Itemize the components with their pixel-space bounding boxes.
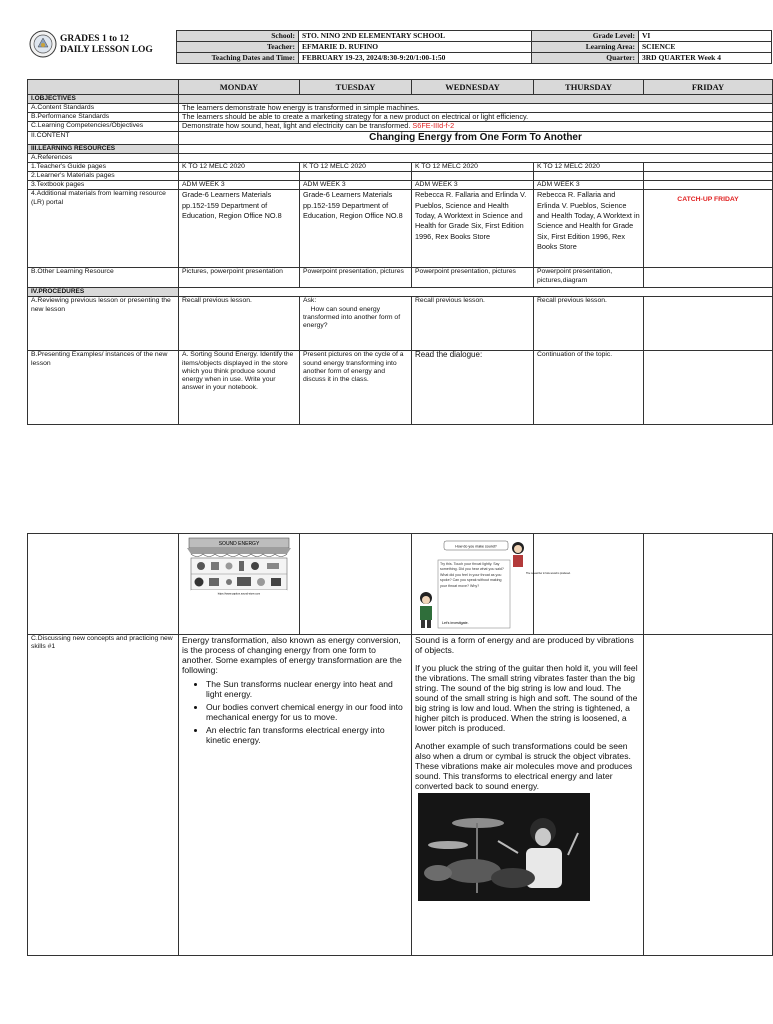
- lm-monday: [179, 172, 300, 181]
- reviewing-thursday: Recall previous lesson.: [534, 297, 644, 351]
- competencies-label: C.Learning Competencies/Objectives: [28, 122, 179, 131]
- svg-text:The researcher in how sound is: The researcher in how sound is produced.: [526, 572, 571, 575]
- wed-paragraph-1: Sound is a form of energy and are produced by vibrations of objects.: [415, 635, 634, 655]
- day-thursday: THURSDAY: [534, 80, 644, 95]
- school-label: School:: [177, 31, 299, 42]
- wed-paragraph-3: Another example of such transformations could be seen also when a drum or cymbal is struck the object vibrates. These vibrations make air molecules move and produces sound. This transforms to electrical energy and later converted back to sound energy.: [415, 741, 633, 791]
- performance-standards-label: B.Performance Standards: [28, 113, 179, 122]
- p2-label-empty: [28, 534, 179, 635]
- presenting-friday: [644, 351, 773, 425]
- presenting-thursday: Continuation of the topic.: [534, 351, 644, 425]
- svg-text:SOUND ENERGY: SOUND ENERGY: [218, 541, 260, 547]
- additional-tuesday: Grade-6 Learners Materials pp.152-159 Department of Education, Region Office NO.8: [300, 190, 412, 268]
- tg-friday: [644, 162, 773, 171]
- p2-tuesday-empty: [300, 534, 412, 635]
- svg-text:Let's investigate.: Let's investigate.: [442, 621, 469, 625]
- area-value: SCIENCE: [639, 42, 772, 53]
- competencies-code: S6FE-IIId-f-2: [412, 121, 455, 131]
- resources-heading: III.LEARNING RESOURCES: [28, 144, 179, 153]
- additional-label: 4.Additional materials from learning resource (LR) portal: [28, 190, 179, 268]
- quarter-label: Quarter:: [532, 53, 639, 64]
- tb-friday: [644, 181, 773, 190]
- reviewing-friday: [644, 297, 773, 351]
- content-standards-text: The learners demonstrate how energy is transformed in simple machines.: [179, 104, 773, 113]
- lm-pages-label: 2.Learner's Materials pages: [28, 172, 179, 181]
- drummer-photo: [418, 793, 590, 901]
- content-label: II.CONTENT: [28, 131, 179, 144]
- lm-wednesday: [412, 172, 534, 181]
- other-resource-label: B.Other Learning Resource: [28, 268, 179, 288]
- tb-wednesday: ADM WEEK 3: [412, 181, 534, 190]
- objectives-heading: I.OBJECTIVES: [28, 95, 179, 104]
- lm-thursday: [534, 172, 644, 181]
- school-value: STO. NINO 2ND ELEMENTARY SCHOOL: [299, 31, 532, 42]
- lm-tuesday: [300, 172, 412, 181]
- p2-friday-empty-2: [644, 635, 773, 956]
- tb-thursday: ADM WEEK 3: [534, 181, 644, 190]
- day-monday: MONDAY: [179, 80, 300, 95]
- document-title: GRADES 1 to 12 DAILY LESSON LOG: [60, 34, 153, 55]
- tg-pages-label: 1.Teacher's Guide pages: [28, 162, 179, 171]
- day-tuesday: TUESDAY: [300, 80, 412, 95]
- references-label: A.References: [28, 153, 179, 162]
- tg-monday: K TO 12 MELC 2020: [179, 162, 300, 171]
- other-friday: [644, 268, 773, 288]
- header-info-table: [176, 30, 772, 64]
- dialogue-illustration: How do you make sound? The researcher in how sound is produced. Try this. Touch your throat lightly. Say something. Did you hear what you said? What did you feel in your throat as you spoke? Can you speak without making your throat move? Why? Let's investigate.: [414, 536, 534, 634]
- discussing-label: C.Discussing new concepts and practicing new skills #1: [28, 635, 179, 956]
- tb-monday: ADM WEEK 3: [179, 181, 300, 190]
- deped-seal: [29, 30, 57, 58]
- sound-store-illustration: [187, 536, 297, 598]
- procedures-heading: IV.PROCEDURES: [28, 288, 179, 297]
- tg-wednesday: K TO 12 MELC 2020: [412, 162, 534, 171]
- dates-label: Teaching Dates and Time:: [177, 53, 299, 64]
- p2-friday-empty: [644, 534, 773, 635]
- reviewing-tuesday: Ask: How can sound energy transformed into another form of energy?: [300, 297, 412, 351]
- lesson-log-table: [27, 79, 773, 425]
- presenting-tuesday: Present pictures on the cycle of a sound energy transforming into another form of energy and discuss it in the class.: [300, 351, 412, 425]
- lesson-log-page2: [27, 533, 773, 956]
- discussing-monday: [179, 635, 412, 956]
- bullet-item: • Our bodies convert chemical energy in our food into mechanical energy for us to move.: [206, 702, 408, 722]
- bullet-item: • An electric fan transforms electrical energy into kinetic energy.: [206, 725, 408, 745]
- additional-monday: Grade-6 Learners Materials pp.152-159 Department of Education, Region Office NO.8: [179, 190, 300, 268]
- procedures-fill: [179, 288, 773, 297]
- presenting-label: B.Presenting Examples/ instances of the new lesson: [28, 351, 179, 425]
- tg-thursday: K TO 12 MELC 2020: [534, 162, 644, 171]
- dates-value: FEBRUARY 19-23, 2024/8:30-9:20/1:00-1:50: [299, 53, 532, 64]
- additional-thursday: Rebecca R. Fallaria and Erlinda V. Pueblos, Science and Health Today, A Worktext in Science and Health for Grade Six, First Edition 1996, Rex Books Store: [534, 190, 644, 268]
- other-monday: Pictures, powerpoint presentation: [179, 268, 300, 288]
- reviewing-label: A.Reviewing previous lesson or presenting the new lesson: [28, 297, 179, 351]
- reviewing-monday: Recall previous lesson.: [179, 297, 300, 351]
- day-wednesday: WEDNESDAY: [412, 80, 534, 95]
- tb-pages-label: 3.Textbook pages: [28, 181, 179, 190]
- quarter-value: 3RD QUARTER Week 4: [639, 53, 772, 64]
- monday-intro: Energy transformation, also known as energy conversion, is the process of changing energy from one form to another. Some examples of energy transformation are the following:: [182, 635, 402, 675]
- reviewing-wednesday: Recall previous lesson.: [412, 297, 534, 351]
- bullet-item: • The Sun transforms nuclear energy into heat and light energy.: [206, 679, 408, 699]
- corner-cell: [28, 80, 179, 95]
- wed-paragraph-2: If you pluck the string of the guitar then hold it, you will feel the vibrations. The small string vibrates faster than the big string. The sound of the big string is low and loud. The sound of the small string is high and soft. The sound of the big string is low and loud. When the string is tightened, a higher pitch is produced. When the string is loosened, a lower pitch is produced.: [415, 663, 638, 733]
- area-label: Learning Area:: [532, 42, 639, 53]
- day-friday: FRIDAY: [644, 80, 773, 95]
- presenting-monday: A. Sorting Sound Energy. Identify the items/objects displayed in the store which you think produce sound energy when in use. Write your answer in your notebook.: [179, 351, 300, 425]
- sound-store-cell: [179, 534, 300, 635]
- grade-label: Grade Level:: [532, 31, 639, 42]
- svg-text:How do you make sound?: How do you make sound?: [455, 544, 497, 549]
- references-fill: [179, 153, 773, 162]
- teacher-value: EFMARIE D. RUFINO: [299, 42, 532, 53]
- dialogue-cell: [412, 534, 571, 635]
- additional-wednesday: Rebecca R. Fallaria and Erlinda V. Pueblos, Science and Health Today, A Worktext in Science and Health for Grade Six, First Edition 1996, Rex Books Store: [412, 190, 534, 268]
- other-thursday: Powerpoint presentation, pictures,diagram: [534, 268, 644, 288]
- tb-tuesday: ADM WEEK 3: [300, 181, 412, 190]
- presenting-wednesday: Read the dialogue:: [412, 351, 534, 425]
- competencies-cell: [179, 122, 773, 131]
- p2-thursday-empty: [534, 534, 644, 635]
- discussing-wednesday: [412, 635, 644, 956]
- svg-text:https://www.caption.sound-stor: https://www.caption.sound-store.com: [217, 592, 261, 596]
- grade-value: VI: [639, 31, 772, 42]
- monday-bullets: [182, 679, 408, 745]
- competencies-text: Demonstrate how sound, heat, light and electricity can be transformed.: [182, 121, 411, 131]
- resources-fill: [179, 144, 773, 153]
- performance-standards-text: The learners should be able to create a marketing strategy for a new product on electrical or light efficiency.: [179, 113, 773, 122]
- content-standards-label: A.Content Standards: [28, 104, 179, 113]
- other-tuesday: Powerpoint presentation, pictures: [300, 268, 412, 288]
- lm-friday: [644, 172, 773, 181]
- tg-tuesday: K TO 12 MELC 2020: [300, 162, 412, 171]
- other-wednesday: Powerpoint presentation, pictures: [412, 268, 534, 288]
- catch-up-friday: CATCH-UP FRIDAY: [644, 190, 773, 268]
- content-title: Changing Energy from One Form To Another: [179, 131, 773, 144]
- teacher-label: Teacher:: [177, 42, 299, 53]
